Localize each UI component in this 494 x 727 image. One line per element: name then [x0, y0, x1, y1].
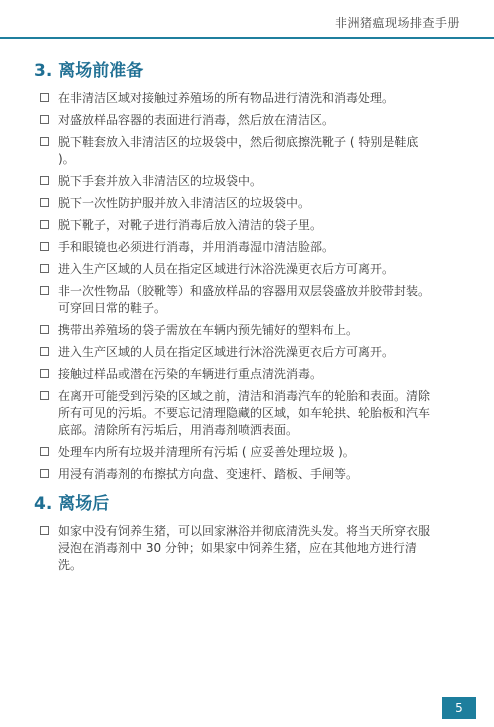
- checkbox-icon: [40, 325, 49, 334]
- checklist-item-text: 在离开可能受到污染的区域之前，清洁和消毒汽车的轮胎和表面。清除所有可见的污垢。不要忘记清理隐藏的区域，如车轮拱、轮胎板和汽车底部。清除所有污垢后，用消毒剂喷洒表面。: [58, 389, 431, 437]
- checkbox-icon: [40, 347, 49, 356]
- checklist-item-text: 手和眼镜也必须进行消毒，并用消毒湿巾清洁脸部。: [58, 240, 335, 254]
- checklist-item-text: 如家中没有饲养生猪，可以回家淋浴并彻底清洗头发。将当天所穿衣服浸泡在消毒剂中 30 分钟；如果家中饲养生猪，应在其他地方进行清洗。: [58, 524, 431, 572]
- checklist-item-text: 在非清洁区域对接触过养殖场的所有物品进行清洗和消毒处理。: [58, 91, 395, 105]
- checklist-item-text: 非一次性物品（胶靴等）和盛放样品的容器用双层袋盛放并胶带封装。可穿回日常的鞋子。: [58, 284, 431, 315]
- checklist-item: [58, 344, 438, 361]
- checklist-item-text: 脱下手套并放入非清洁区的垃圾袋中。: [58, 174, 263, 188]
- checklist-item: [58, 261, 438, 278]
- checklist-item: [58, 134, 438, 168]
- checklist-item: [58, 239, 438, 256]
- checkbox-icon: [40, 115, 49, 124]
- checklist-item-text: 用浸有消毒剂的布擦拭方向盘、变速杆、踏板、手闸等。: [58, 467, 359, 481]
- checkbox-icon: [40, 526, 49, 535]
- checklist-item: [58, 283, 438, 317]
- checklist-item-text: 脱下鞋套放入非清洁区的垃圾袋中，然后彻底擦洗靴子 ( 特别是鞋底 )。: [58, 135, 419, 166]
- running-header-title: 非洲猪瘟现场排查手册: [334, 16, 460, 30]
- checklist-item-text: 接触过样品或潜在污染的车辆进行重点清洗消毒。: [58, 367, 323, 381]
- checkbox-icon: [40, 264, 49, 273]
- checklist-item: [58, 173, 438, 190]
- checklist-item: [58, 444, 438, 461]
- checkbox-icon: [40, 137, 49, 146]
- section-heading-before-leaving: 3. 离场前准备: [34, 61, 144, 81]
- checklist-item: [58, 466, 438, 483]
- checklist-item: [58, 366, 438, 383]
- checklist-item: [58, 217, 438, 234]
- checkbox-icon: [40, 391, 49, 400]
- checkbox-icon: [40, 198, 49, 207]
- page-content: [0, 60, 494, 579]
- checklist-item: [58, 322, 438, 339]
- checkbox-icon: [40, 93, 49, 102]
- page-number: 5: [442, 697, 476, 719]
- checkbox-icon: [40, 369, 49, 378]
- checkbox-icon: [40, 242, 49, 251]
- checkbox-icon: [40, 220, 49, 229]
- checklist-item-text: 对盛放样品容器的表面进行消毒，然后放在清洁区。: [58, 113, 335, 127]
- checklist-item: [58, 388, 438, 439]
- checklist-item: [58, 523, 438, 574]
- checklist-item-text: 处理车内所有垃圾并清理所有污垢 ( 应妥善处理垃圾 )。: [58, 445, 355, 459]
- header-divider: [0, 37, 494, 39]
- checklist-item-text: 携带出养殖场的袋子需放在车辆内预先铺好的塑料布上。: [58, 323, 359, 337]
- checklist-item-text: 脱下一次性防护服并放入非清洁区的垃圾袋中。: [58, 196, 311, 210]
- checkbox-icon: [40, 286, 49, 295]
- checklist-item-text: 进入生产区域的人员在指定区域进行沐浴洗澡更衣后方可离开。: [58, 262, 395, 276]
- section-heading-after-leaving: 4. 离场后: [34, 494, 110, 514]
- checkbox-icon: [40, 447, 49, 456]
- checklist-item-text: 脱下靴子，对靴子进行消毒后放入清洁的袋子里。: [58, 218, 323, 232]
- checkbox-icon: [40, 176, 49, 185]
- checklist-item-text: 进入生产区域的人员在指定区域进行沐浴洗澡更衣后方可离开。: [58, 345, 395, 359]
- checklist-item: [58, 90, 438, 107]
- checkbox-icon: [40, 469, 49, 478]
- checklist-item: [58, 112, 438, 129]
- checklist-item: [58, 195, 438, 212]
